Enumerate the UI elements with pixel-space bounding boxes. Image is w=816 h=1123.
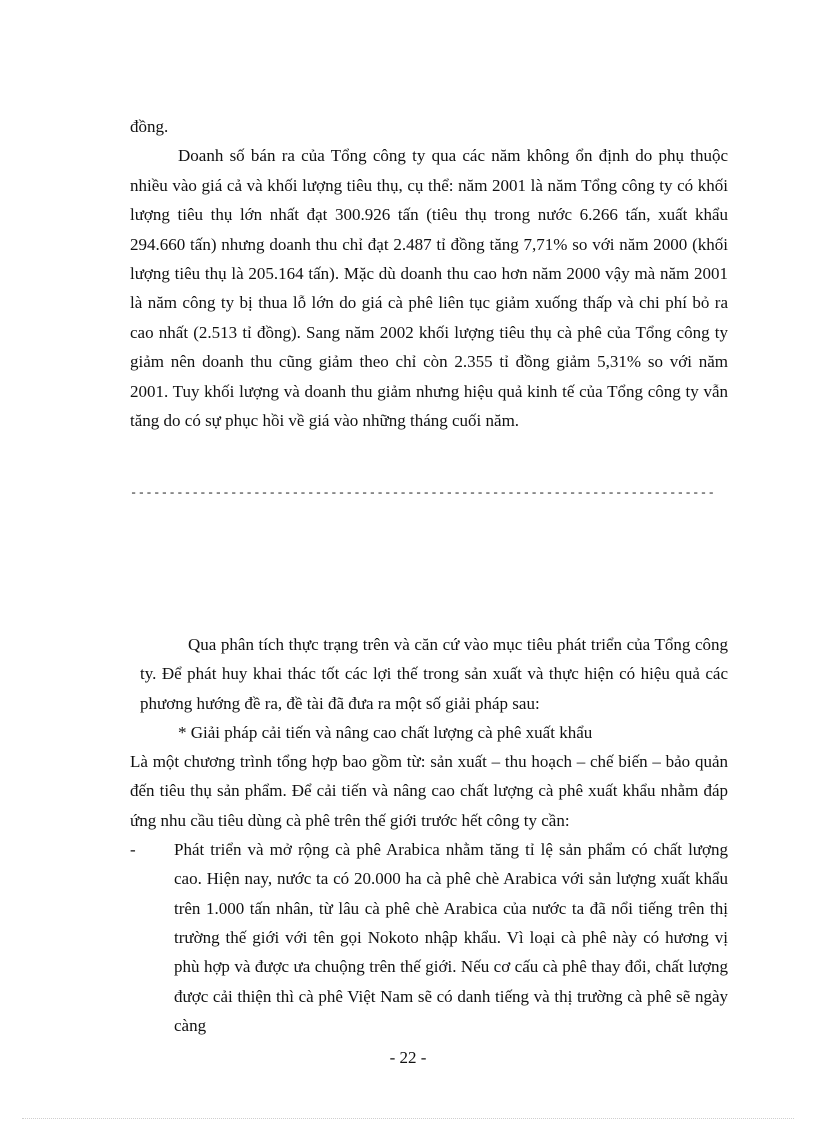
continuation-line: đồng. bbox=[130, 117, 169, 136]
top-text-block bbox=[130, 112, 728, 435]
page-number: - 22 - bbox=[389, 1048, 427, 1067]
solution-heading: * Giải pháp cải tiến và nâng cao chất lượng cà phê xuất khẩu bbox=[178, 722, 593, 742]
list-marker: - bbox=[130, 840, 136, 860]
dashed-divider: ---------------------------------------------------------------------------- bbox=[130, 486, 716, 500]
list-item bbox=[130, 835, 728, 1040]
list-item-text: Phát triển và mở rộng cà phê Arabica nhằm tăng tỉ lệ sản phẩm có chất lượng cao. Hiện nay, nước ta có 20.000 ha cà phê chè Arabica với sản lượng xuất khẩu trên 1.000 tấn nhân, từ lâu cà phê chè Arabica của nước ta đã nổi tiếng trên thị trường thế giới với tên gọi Nokoto nhập khẩu. Vì loại cà phê này có hương vị phù hợp và được ưa chuộng trên thế giới. Nếu cơ cấu cà phê thay đổi, chất lượng được cải thiện thì cà phê Việt Nam sẽ có danh tiếng và thị trường cà phê sẽ ngày càng bbox=[174, 840, 728, 1035]
solutions-intro-paragraph: Qua phân tích thực trạng trên và căn cứ vào mục tiêu phát triển của Tổng công ty. Để phát huy khai thác tốt các lợi thế trong sản xuất và thực hiện có hiệu quả các phương hướng đề ra, đề tài đã đưa ra một số giải pháp sau: bbox=[140, 635, 728, 713]
solution-body-paragraph: Là một chương trình tổng hợp bao gồm từ: sản xuất – thu hoạch – chế biến – bảo quản đến tiêu thụ sản phẩm. Để cải tiến và nâng cao chất lượng cà phê xuất khẩu nhằm đáp ứng nhu cầu tiêu dùng cà phê trên thế giới trước hết công ty cần: bbox=[130, 752, 728, 830]
bottom-dotted-rule bbox=[22, 1118, 794, 1119]
revenue-paragraph: Doanh số bán ra của Tổng công ty qua các năm không ổn định do phụ thuộc nhiều vào giá cả và khối lượng tiêu thụ, cụ thể: năm 2001 là năm Tổng công ty có khối lượng tiêu thụ lớn nhất đạt 300.926 tấn (tiêu thụ trong nước 6.266 tấn, xuất khẩu 294.660 tấn) nhưng doanh thu chỉ đạt 2.487 tỉ đồng tăng 7,71% so với năm 2000 (khối lượng tiêu thụ là 205.164 tấn). Mặc dù doanh thu cao hơn năm 2000 vậy mà năm 2001 là năm công ty bị thua lỗ lớn do giá cà phê liên tục giảm xuống thấp và chi phí bỏ ra cao nhất (2.513 tỉ đồng). Sang năm 2002 khối lượng tiêu thụ cà phê của Tổng công ty giảm nên doanh thu cũng giảm theo chỉ còn 2.355 tỉ đồng giảm 5,31% so với năm 2001. Tuy khối lượng và doanh thu giảm nhưng hiệu quả kinh tế của Tổng công ty vẫn tăng do có sự phục hồi về giá vào những tháng cuối năm. bbox=[130, 146, 728, 431]
solutions-section bbox=[130, 630, 728, 1040]
